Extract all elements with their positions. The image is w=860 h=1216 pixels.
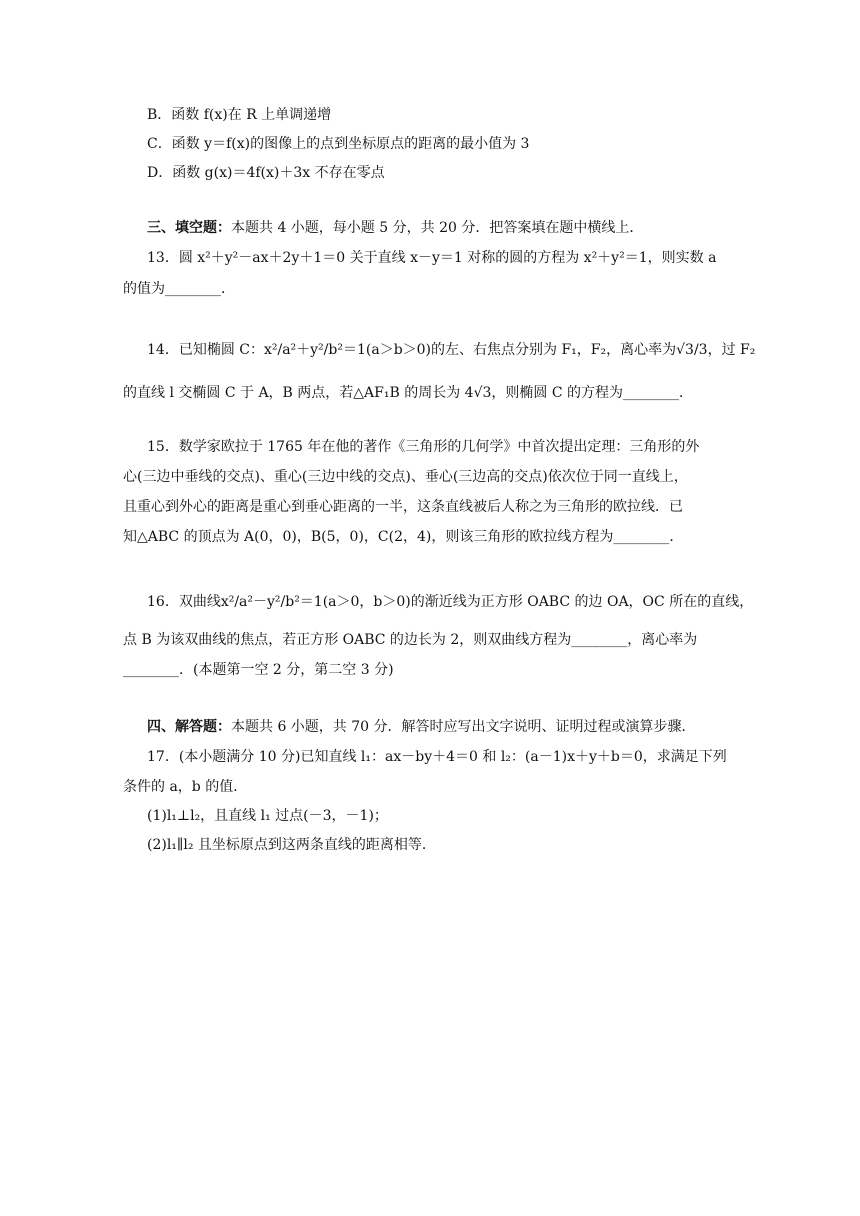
q16-line-3: ________．(本题第一空 2 分，第二空 3 分) — [123, 662, 394, 678]
q14-line-2: 的直线 l 交椭圆 C 于 A，B 两点，若△AF₁B 的周长为 4√3，则椭圆 C 的方程为________． — [123, 385, 694, 401]
q15-line-1: 15．数学家欧拉于 1765 年在他的著作《三角形的几何学》中首次提出定理：三角形的外 — [147, 439, 700, 455]
section-4-title: 四、解答题： — [147, 719, 231, 735]
q17-line-2: 条件的 a，b 的值． — [123, 779, 248, 795]
q16-line-2: 点 B 为该双曲线的焦点，若正方形 OABC 的边长为 2，则双曲线方程为________，离心率为 — [123, 632, 698, 648]
section-3-title: 三、填空题： — [147, 220, 231, 236]
option-b: B．函数 f(x)在 R 上单调递增 — [147, 107, 332, 123]
section-3-desc: 本题共 4 小题，每小题 5 分，共 20 分．把答案填在题中横线上． — [231, 220, 644, 236]
section-4-heading — [147, 717, 696, 737]
q13-line-2: 的值为________． — [123, 281, 235, 297]
q17-part-2: (2)l₁∥l₂ 且坐标原点到这两条直线的距离相等． — [147, 837, 436, 853]
q13-line-1: 13．圆 x²＋y²－ax＋2y＋1＝0 关于直线 x－y＝1 对称的圆的方程为 x²＋y²＝1，则实数 a — [147, 250, 717, 266]
q17-part-1: (1)l₁⊥l₂，且直线 l₁ 过点(－3，－1)； — [147, 808, 388, 824]
q15-line-3: 且重心到外心的距离是重心到垂心距离的一半，这条直线被后人称之为三角形的欧拉线．已 — [123, 499, 683, 515]
option-c: C．函数 y＝f(x)的图像上的点到坐标原点的距离的最小值为 3 — [147, 136, 530, 152]
section-4-desc: 本题共 6 小题，共 70 分．解答时应写出文字说明、证明过程或演算步骤． — [231, 719, 696, 735]
q16-line-1: 16．双曲线x²/a²－y²/b²＝1(a＞0，b＞0)的渐近线为正方形 OABC 的边 OA，OC 所在的直线， — [147, 594, 754, 610]
option-d: D．函数 g(x)＝4f(x)＋3x 不存在零点 — [147, 165, 385, 181]
section-3-heading — [147, 218, 643, 238]
q14-line-1: 14．已知椭圆 C：x²/a²＋y²/b²＝1(a＞b＞0)的左、右焦点分别为 F₁，F₂，离心率为√3/3，过 F₂ — [147, 342, 756, 358]
q17-line-1: 17．(本小题满分 10 分)已知直线 l₁：ax－by＋4＝0 和 l₂：(a－1)x＋y＋b＝0，求满足下列 — [147, 749, 727, 765]
q15-line-2: 心(三边中垂线的交点)、重心(三边中线的交点)、垂心(三边高的交点)依次位于同一直线上， — [123, 469, 688, 485]
q15-line-4: 知△ABC 的顶点为 A(0，0)，B(5，0)，C(2，4)，则该三角形的欧拉线方程为________． — [123, 529, 684, 545]
